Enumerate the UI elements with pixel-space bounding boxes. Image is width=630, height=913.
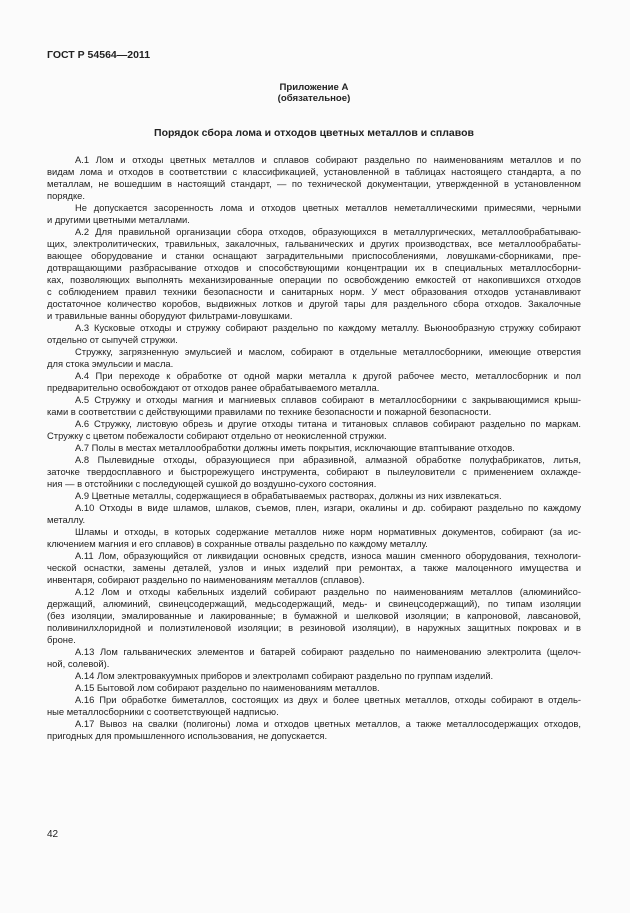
text-line: вающее оборудование и станки оснащают заградительными приспособлениями, ловушками-сборниками, пре- — [47, 250, 581, 261]
paragraph — [47, 418, 581, 442]
text-line: А.12 Лом и отходы кабельных изделий собирают раздельно по наименованиям металлов (алюминийсо- — [75, 586, 581, 597]
text-line: порядке. — [47, 190, 85, 201]
text-line: отдельно от сыпучей стружки. — [47, 334, 178, 345]
text-line: и другими цветными металлами. — [47, 214, 190, 225]
paragraph — [47, 502, 581, 526]
paragraph — [47, 226, 581, 322]
appendix-label: Приложение А — [279, 82, 349, 93]
text-line: металлу. — [47, 514, 86, 525]
body-text — [47, 154, 581, 742]
text-line: А.6 Стружку, листовую обрезь и другие отходы титана и титановых сплавов собирают раздельно по маркам. — [75, 418, 581, 429]
paragraph — [47, 490, 581, 502]
text-line: А.3 Кусковые отходы и стружку собирают раздельно по каждому металлу. Вьюнообразную стружку собирают — [75, 322, 581, 333]
text-line: броне. — [47, 634, 76, 645]
paragraph — [47, 454, 581, 490]
paragraph — [47, 202, 581, 226]
text-line: ния — в отстойники с последующей сушкой до воздушно-сухого состояния. — [47, 478, 377, 489]
text-line: А.10 Отходы в виде шламов, шлаков, съемов, плен, изгари, окалины и др. собирают раздельно по каждому — [75, 502, 581, 513]
paragraph — [47, 670, 581, 682]
paragraph — [47, 322, 581, 346]
paragraph — [47, 682, 581, 694]
paragraph — [47, 550, 581, 586]
text-line: заточке твердосплавного и быстрорежущего инструмента, собирают в пылеуловители с применением охлажде- — [47, 466, 581, 477]
text-line: щих, электролитических, травильных, закалочных, гальванических и других производствах, все металлообрабаты- — [47, 238, 581, 249]
text-line: А.4 При переходе к обработке от одной марки металла к другой рабочее место, металлосборник и пол — [75, 370, 581, 381]
paragraph — [47, 394, 581, 418]
appendix-heading — [47, 82, 581, 104]
text-line: Стружку с цветом побежалости собирают отдельно от неокисленной стружки. — [47, 430, 387, 441]
text-line: пригодных для промышленного использования, не допускается. — [47, 730, 328, 741]
paragraph — [47, 694, 581, 718]
text-line: металлам, не вошедшим в настоящий стандарт, — по технической документации, утвержденной в установленном — [47, 178, 581, 189]
text-line: ках, позволяющих выполнять механизированные операции по освобождению емкостей от накопившихся отходов — [47, 274, 581, 285]
text-line: инвентаря, собирают раздельно по наименованиям металлов (сплавов). — [47, 574, 365, 585]
text-line: А.2 Для правильной организации сбора отходов, образующихся в металлургических, металлообрабатываю- — [75, 226, 581, 237]
paragraph — [47, 718, 581, 742]
text-line: для стока эмульсии и масла. — [47, 358, 174, 369]
text-line: предварительно освобождают от отходов ранее обрабатываемого металла. — [47, 382, 380, 393]
text-line: А.15 Бытовой лом собирают раздельно по наименованиям металлов. — [75, 682, 380, 693]
section-title: Порядок сбора лома и отходов цветных металлов и сплавов — [154, 127, 474, 139]
text-line: ные металлосборники с соответствующей надписью. — [47, 706, 279, 717]
standard-designation: ГОСТ Р 54564—2011 — [47, 49, 151, 61]
text-line: А.16 При обработке биметаллов, состоящих из двух и более цветных металлов, отходы собирают в отдель- — [75, 694, 581, 705]
paragraph — [47, 370, 581, 394]
text-line: достаточное количество коробов, выдвижных лотков и другой тары для раздельного сбора отходов. Закалочные — [47, 298, 581, 309]
text-line: и травильные ванны оборудуют фильтрами-ловушками. — [47, 310, 293, 321]
text-line: А.13 Лом гальванических элементов и батарей собирают раздельно по наименованию электролита (щелоч- — [75, 646, 581, 657]
text-line: А.14 Лом электровакуумных приборов и электроламп собирают раздельно по группам изделий. — [75, 670, 494, 681]
text-line: видам лома и отходов в соответствии с классификацией, установленной в таблицах настоящего стандарта, а по — [47, 166, 581, 177]
paragraph — [47, 346, 581, 370]
text-line: (без изоляции, эмалированные и лакированные; в бумажной и шелковой изоляции; в капроновой, лавсановой, — [47, 610, 581, 621]
text-line: А.5 Стружку и отходы магния и магниевых сплавов собирают в металлосборники с закрывающимися крыш- — [75, 394, 581, 405]
text-line: Стружку, загрязненную эмульсией и маслом, собирают в отдельные металлосборники, имеющие отверстия — [75, 346, 581, 357]
page-number: 42 — [47, 829, 59, 840]
text-line: А.17 Вывоз на свалки (полигоны) лома и отходов цветных металлов, а также металлосодержащих отходов, — [75, 718, 581, 729]
paragraph — [47, 154, 581, 202]
text-line: ками в соответствии с действующими правилами по технике безопасности и пожарной безопасности. — [47, 406, 492, 417]
paragraph — [47, 586, 581, 646]
text-line: Шламы и отходы, в которых содержание металлов ниже норм нормативных документов, собирают (за ис- — [75, 526, 581, 537]
text-line: А.9 Цветные металлы, содержащиеся в обрабатываемых растворах, должны из них извлекаться. — [75, 490, 502, 501]
text-line: А.1 Лом и отходы цветных металлов и сплавов собирают раздельно по наименованиям металлов и по — [75, 154, 581, 165]
paragraph — [47, 646, 581, 670]
text-line: Не допускается засоренность лома и отходов цветных металлов неметаллическими примесями, черными — [75, 202, 581, 213]
text-line: поливинилхлоридной и полиэтиленовой изоляции; в резиновой изоляции), в наружных защитных покровах и в — [47, 622, 581, 633]
text-line: А.7 Полы в местах металлообработки должны иметь покрытия, исключающие втаптывание отходов. — [75, 442, 515, 453]
text-line: дотвращающими разбрасывание отходов и способствующими концентрации их в специальных металлосборни- — [47, 262, 581, 273]
text-line: ключением магния и его сплавов) в сохранные отвалы раздельно по каждому металлу. — [47, 538, 428, 549]
text-line: ной, солевой). — [47, 658, 110, 669]
text-line: А.11 Лом, образующийся от ликвидации основных средств, износа машин сменного оборудования, технологи- — [75, 550, 581, 561]
paragraph — [47, 526, 581, 550]
appendix-status: (обязательное) — [277, 93, 351, 104]
text-line: А.8 Пылевидные отходы, образующиеся при абразивной, алмазной обработке полуфабрикатов, литья, — [75, 454, 581, 465]
text-line: ческой оснастки, замены деталей, узлов и иных изделий при ремонтах, а также малоценного имущества и — [47, 562, 581, 573]
text-line: с соблюдением правил техники безопасности и санитарных норм. У мест образования отходов устанавливают — [47, 286, 581, 297]
text-line: держащий, алюминий, свинецсодержащий, медьсодержащий, медь- и свинецсодержащий), по типам изоляции — [47, 598, 581, 609]
paragraph — [47, 442, 581, 454]
